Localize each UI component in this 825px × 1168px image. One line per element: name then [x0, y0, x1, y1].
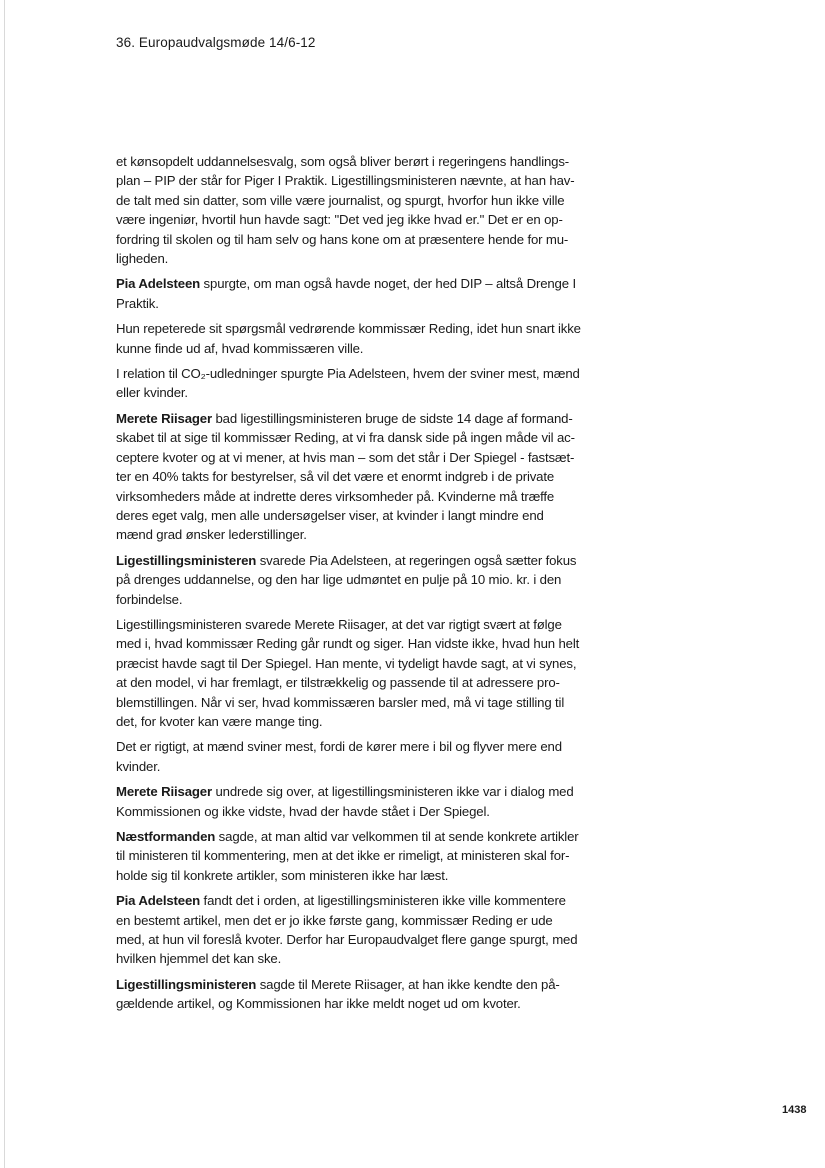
text-line: ligheden. [116, 251, 169, 267]
speaker-name: Merete Riisager [116, 784, 212, 800]
page-number: 1438 [782, 1104, 807, 1116]
text-line: blemstillingen. Når vi ser, hvad kommissæren barsler med, må vi tage stilling til [116, 694, 565, 710]
text-line: bad ligestillingsministeren bruge de sidste 14 dage af formand- [211, 410, 573, 426]
paragraph [116, 409, 616, 545]
speaker-name: Merete Riisager [116, 410, 212, 426]
text-line: sagde til Merete Riisager, at han ikke kendte den på- [256, 976, 560, 992]
text-line: med, at hun vil foreslå kvoter. Derfor har Europaudvalget flere gange spurgt, med [116, 932, 578, 948]
text-line: virksomheders måde at indrette deres virksomheder på. Kvinderne må træffe [116, 488, 555, 504]
text-line: fordring til skolen og til ham selv og hans kone om at præsentere hende for mu- [116, 231, 569, 247]
text-line: skabet til at sige til kommissær Reding, at vi fra dansk side på ingen måde vil ac- [116, 430, 575, 446]
text-line: kvinder. [116, 758, 161, 774]
paragraph [116, 827, 616, 885]
text-line: at den model, vi har fremlagt, er tilstrækkelig og passende til at adressere pro- [116, 675, 560, 691]
text-line: mænd grad ønsker lederstillinger. [116, 527, 307, 543]
text-line: præcist havde sagt til Der Spiegel. Han mente, vi tydeligt havde sagt, at vi synes, [116, 655, 577, 671]
speaker-name: Pia Adelsteen [116, 276, 201, 292]
running-header: 36. Europaudvalgsmøde 14/6-12 [116, 35, 316, 50]
text-line: et kønsopdelt uddannelsesvalg, som også bliver berørt i regeringens handlings- [116, 154, 570, 169]
text-line: eller kvinder. [116, 385, 188, 401]
paragraph [116, 319, 616, 358]
paragraph [116, 737, 616, 776]
speaker-name: Ligestillingsministeren [116, 552, 257, 568]
text-line: til ministeren til kommentering, men at det ikke er rimeligt, at ministeren skal for- [116, 848, 570, 864]
paragraph [116, 891, 616, 969]
text-line: gældende artikel, og Kommissionen har ikke meldt noget ud om kvoter. [116, 996, 521, 1012]
text-line: svarede Pia Adelsteen, at regeringen også sætter fokus [256, 552, 577, 568]
paragraph [116, 364, 616, 403]
text-line: forbindelse. [116, 591, 183, 607]
text-line: en bestemt artikel, men det er jo ikke første gang, kommissær Reding er ude [116, 912, 553, 928]
speaker-name: Pia Adelsteen [116, 893, 201, 909]
paragraph [116, 615, 616, 731]
body-text [116, 152, 616, 1020]
text-line: fandt det i orden, at ligestillingsministeren ikke ville kommentere [200, 893, 566, 909]
text-line: det, for kvoter kan være mange ting. [116, 713, 323, 729]
paragraph [116, 152, 616, 268]
text-line: ceptere kvoter og at vi mener, at hvis man – som det står i Der Spiegel - fastsæt- [116, 449, 575, 465]
paragraph [116, 274, 616, 313]
text-line: deres eget valg, men alle undersøgelser viser, at kvinder i langt mindre end [116, 507, 544, 523]
text-line: undrede sig over, at ligestillingsministeren ikke var i dialog med [211, 784, 574, 800]
speaker-name: Næstformanden [116, 829, 216, 844]
text-line: sagde, at man altid var velkommen til at sende konkrete artikler [215, 829, 579, 844]
paragraph [116, 782, 616, 821]
text-line: med i, hvad kommissær Reding går rundt og siger. Han vidste ikke, hvad hun helt [116, 636, 580, 652]
text-line: ter en 40% takts for bestyrelser, så vil det være et enormt indgreb i de private [116, 469, 555, 485]
text-line: de talt med sin datter, som ville være journalist, og spurgt, hvorfor hun ikke ville [116, 192, 565, 208]
text-line: Ligestillingsministeren svarede Merete Riisager, at det var rigtigt svært at følge [116, 616, 562, 632]
text-line: være ingeniør, hvortil hun havde sagt: "Det ved jeg ikke hvad er." Det er en op- [116, 212, 563, 228]
text-line: Hun repeterede sit spørgsmål vedrørende kommissær Reding, idet hun snart ikke [116, 321, 581, 337]
text-line: Praktik. [116, 295, 159, 311]
text-line: holde sig til konkrete artikler, som ministeren ikke har læst. [116, 867, 449, 883]
text-line: plan – PIP der står for Piger I Praktik. Ligestillingsministeren nævnte, at han hav- [116, 173, 575, 189]
text-line: kunne finde ud af, hvad kommissæren ville. [116, 340, 364, 356]
text-line: spurgte, om man også havde noget, der hed DIP – altså Drenge I [200, 276, 576, 292]
paragraph [116, 551, 616, 609]
text-line: Kommissionen og ikke vidste, hvad der havde stået i Der Spiegel. [116, 803, 490, 819]
paragraph [116, 975, 616, 1014]
text-line: I relation til CO₂-udledninger spurgte Pia Adelsteen, hvem der sviner mest, mænd [116, 366, 580, 382]
text-line: hvilken hjemmel det kan ske. [116, 951, 282, 967]
text-line: Det er rigtigt, at mænd sviner mest, fordi de kører mere i bil og flyver mere end [116, 739, 562, 755]
scan-edge-line [4, 0, 5, 1168]
speaker-name: Ligestillingsministeren [116, 976, 257, 992]
text-line: på drenges uddannelse, og den har lige udmøntet en pulje på 10 mio. kr. i den [116, 572, 562, 588]
